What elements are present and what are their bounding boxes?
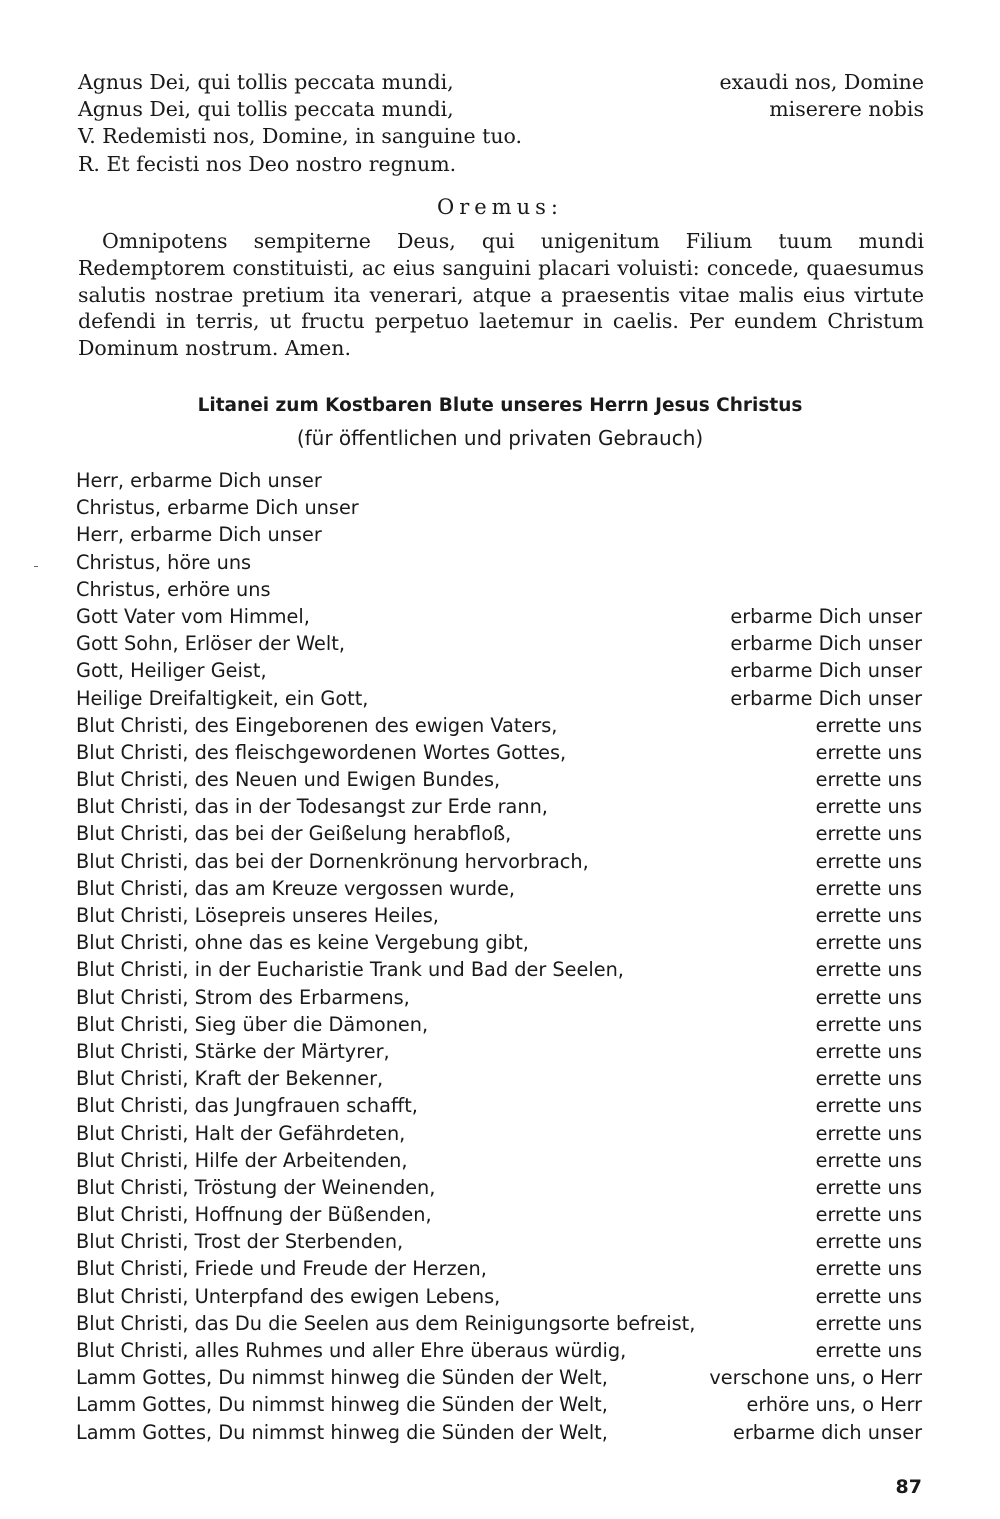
invocation-text: Blut Christi, das bei der Dornenkrönung hervorbrach, bbox=[76, 849, 589, 873]
litany-line bbox=[76, 1065, 922, 1092]
invocation-text: Gott, Heiliger Geist, bbox=[76, 659, 267, 683]
invocation-response: errette uns bbox=[815, 958, 922, 982]
invocation-text: Blut Christi, ohne das es keine Vergebung gibt, bbox=[76, 931, 529, 955]
invocation-response: errette uns bbox=[815, 985, 922, 1009]
verse-line bbox=[78, 151, 924, 178]
invocation-text: Blut Christi, Sieg über die Dämonen, bbox=[76, 1012, 429, 1036]
invocation-text: Blut Christi, alles Ruhmes und aller Ehre überaus würdig, bbox=[76, 1339, 627, 1362]
invocation-text: Herr, erbarme Dich unser bbox=[76, 523, 322, 547]
page-number: 87 bbox=[895, 1476, 922, 1498]
verse-text: R. Et fecisti nos Deo nostro regnum. bbox=[78, 151, 457, 176]
invocation-response: errette uns bbox=[815, 904, 922, 927]
verse-text: Agnus Dei, qui tollis peccata mundi, bbox=[78, 70, 454, 94]
verse-response: exaudi nos, Domine bbox=[719, 70, 924, 94]
verse-line bbox=[78, 96, 924, 123]
oremus-prayer: Omnipotens sempiterne Deus, qui unigenitum Filium tuum mundi Redemptorem constituisti, ac eius sanguini placari voluisti: concede, quaesumus salutis nostrae pretium ita venerari, atque a praesentis vitae malis eius virtute defendi in terris, ut fructu perpetuo laetemur in caelis. Per eundem Christum Dominum nostrum. Amen. bbox=[78, 229, 924, 361]
invocation-text: Blut Christi, in der Eucharistie Trank und Bad der Seelen, bbox=[76, 958, 624, 982]
invocation-response: errette uns bbox=[815, 1094, 922, 1118]
invocation-response: verschone uns, o Herr bbox=[709, 1366, 922, 1390]
invocation-response: errette uns bbox=[815, 849, 922, 873]
litany-lines bbox=[76, 467, 922, 1446]
invocation-text: Blut Christi, des Neuen und Ewigen Bundes, bbox=[76, 768, 501, 792]
litany-line bbox=[76, 467, 922, 494]
invocation-text: Gott Sohn, Erlöser der Welt, bbox=[76, 632, 345, 656]
invocation-response: errette uns bbox=[815, 1257, 922, 1281]
invocation-text: Blut Christi, Halt der Gefährdeten, bbox=[76, 1121, 406, 1145]
invocation-text: Blut Christi, Tröstung der Weinenden, bbox=[76, 1175, 436, 1199]
litany-line bbox=[76, 793, 922, 820]
invocation-response: errette uns bbox=[815, 931, 922, 955]
invocation-response: erbarme Dich unser bbox=[730, 686, 922, 710]
invocation-text: Gott Vater vom Himmel, bbox=[76, 604, 310, 628]
litany-line bbox=[76, 603, 922, 630]
invocation-text: Christus, erhöre uns bbox=[76, 577, 271, 601]
invocation-text: Herr, erbarme Dich unser bbox=[76, 469, 322, 492]
invocation-response: errette uns bbox=[815, 1203, 922, 1227]
litany-line bbox=[76, 902, 922, 929]
litany-line bbox=[76, 1011, 922, 1038]
verse-line bbox=[78, 69, 924, 96]
litany-line bbox=[76, 820, 922, 847]
verse-text: V. Redemisti nos, Domine, in sanguine tuo. bbox=[78, 124, 523, 149]
verse-text: Agnus Dei, qui tollis peccata mundi, bbox=[78, 97, 454, 122]
verse-response: miserere nobis bbox=[769, 97, 924, 122]
invocation-text: Christus, höre uns bbox=[76, 550, 252, 574]
verse-line bbox=[78, 123, 924, 150]
litany-line bbox=[76, 1038, 922, 1065]
litany-line bbox=[76, 1283, 922, 1310]
litany-line bbox=[76, 984, 922, 1011]
litany-line bbox=[76, 1419, 922, 1446]
invocation-text: Blut Christi, Kraft der Bekenner, bbox=[76, 1067, 384, 1091]
scan-mark bbox=[34, 566, 38, 567]
invocation-response: erbarme Dich unser bbox=[730, 604, 922, 628]
litany-line bbox=[76, 521, 922, 548]
oremus-heading: Oremus: bbox=[437, 195, 563, 219]
invocation-response: errette uns bbox=[815, 1067, 922, 1091]
litany-title: Litanei zum Kostbaren Blute unseres Herrn Jesus Christus bbox=[197, 395, 803, 416]
invocation-text: Blut Christi, das Jungfrauen schafft, bbox=[76, 1094, 418, 1118]
invocation-response: errette uns bbox=[815, 1311, 922, 1335]
litany-line bbox=[76, 1228, 922, 1255]
invocation-response: errette uns bbox=[815, 1284, 922, 1308]
invocation-response: errette uns bbox=[815, 1175, 922, 1199]
litany-line bbox=[76, 875, 922, 902]
invocation-text: Blut Christi, Strom des Erbarmens, bbox=[76, 985, 410, 1009]
litany-line bbox=[76, 657, 922, 684]
litany-line bbox=[76, 630, 922, 657]
invocation-response: erbarme Dich unser bbox=[730, 632, 922, 656]
invocation-text: Blut Christi, Hilfe der Arbeitenden, bbox=[76, 1148, 408, 1172]
litany-line bbox=[76, 1255, 922, 1282]
invocation-text: Lamm Gottes, Du nimmst hinweg die Sünden der Welt, bbox=[76, 1420, 608, 1444]
invocation-response: errette uns bbox=[815, 768, 922, 792]
intro-verses bbox=[78, 69, 924, 178]
litany-line bbox=[76, 685, 922, 712]
litany-subtitle: (für öffentlichen und privaten Gebrauch) bbox=[296, 426, 704, 450]
invocation-text: Blut Christi, das am Kreuze vergossen wurde, bbox=[76, 876, 515, 900]
litany-line bbox=[76, 1147, 922, 1174]
invocation-text: Blut Christi, das Du die Seelen aus dem Reinigungsorte befreist, bbox=[76, 1311, 696, 1335]
litany-line bbox=[76, 1391, 922, 1418]
litany-line bbox=[76, 712, 922, 739]
invocation-response: errette uns bbox=[815, 876, 922, 900]
litany-line bbox=[76, 1092, 922, 1119]
invocation-response: erbarme Dich unser bbox=[730, 659, 922, 683]
invocation-text: Lamm Gottes, Du nimmst hinweg die Sünden der Welt, bbox=[76, 1366, 608, 1390]
invocation-response: errette uns bbox=[815, 1339, 922, 1362]
invocation-response: errette uns bbox=[815, 713, 922, 737]
invocation-text: Blut Christi, Hoffnung der Büßenden, bbox=[76, 1203, 432, 1227]
invocation-response: errette uns bbox=[815, 795, 922, 819]
litany-line bbox=[76, 848, 922, 875]
invocation-text: Blut Christi, des Eingeborenen des ewigen Vaters, bbox=[76, 713, 558, 737]
invocation-response: errette uns bbox=[815, 1012, 922, 1036]
invocation-text: Lamm Gottes, Du nimmst hinweg die Sünden der Welt, bbox=[76, 1393, 608, 1417]
litany-line bbox=[76, 549, 922, 576]
litany-line bbox=[76, 576, 922, 603]
invocation-text: Blut Christi, Friede und Freude der Herzen, bbox=[76, 1257, 487, 1281]
invocation-text: Blut Christi, des fleischgewordenen Wortes Gottes, bbox=[76, 740, 567, 764]
litany-line bbox=[76, 1174, 922, 1201]
invocation-text: Heilige Dreifaltigkeit, ein Gott, bbox=[76, 686, 369, 710]
invocation-text: Blut Christi, Stärke der Märtyrer, bbox=[76, 1039, 390, 1063]
invocation-text: Blut Christi, Trost der Sterbenden, bbox=[76, 1230, 404, 1254]
invocation-text: Blut Christi, das in der Todesangst zur Erde rann, bbox=[76, 795, 548, 819]
litany-line bbox=[76, 956, 922, 983]
litany-line bbox=[76, 1310, 922, 1337]
invocation-text: Christus, erbarme Dich unser bbox=[76, 496, 359, 520]
litany-line bbox=[76, 494, 922, 521]
litany-line bbox=[76, 1337, 922, 1364]
invocation-response: erhöre uns, o Herr bbox=[746, 1393, 922, 1417]
invocation-response: errette uns bbox=[815, 1230, 922, 1254]
invocation-text: Blut Christi, Unterpfand des ewigen Lebens, bbox=[76, 1284, 501, 1308]
invocation-text: Blut Christi, das bei der Geißelung herabfloß, bbox=[76, 822, 512, 846]
invocation-response: errette uns bbox=[815, 740, 922, 764]
litany-line bbox=[76, 739, 922, 766]
invocation-response: errette uns bbox=[815, 1121, 922, 1145]
invocation-response: erbarme dich unser bbox=[732, 1420, 922, 1444]
litany-line bbox=[76, 1120, 922, 1147]
litany-line bbox=[76, 1201, 922, 1228]
invocation-response: errette uns bbox=[815, 822, 922, 846]
litany-line bbox=[76, 1364, 922, 1391]
litany-line bbox=[76, 766, 922, 793]
litany-line bbox=[76, 929, 922, 956]
invocation-response: errette uns bbox=[815, 1039, 922, 1063]
invocation-text: Blut Christi, Lösepreis unseres Heiles, bbox=[76, 904, 439, 927]
invocation-response: errette uns bbox=[815, 1148, 922, 1172]
